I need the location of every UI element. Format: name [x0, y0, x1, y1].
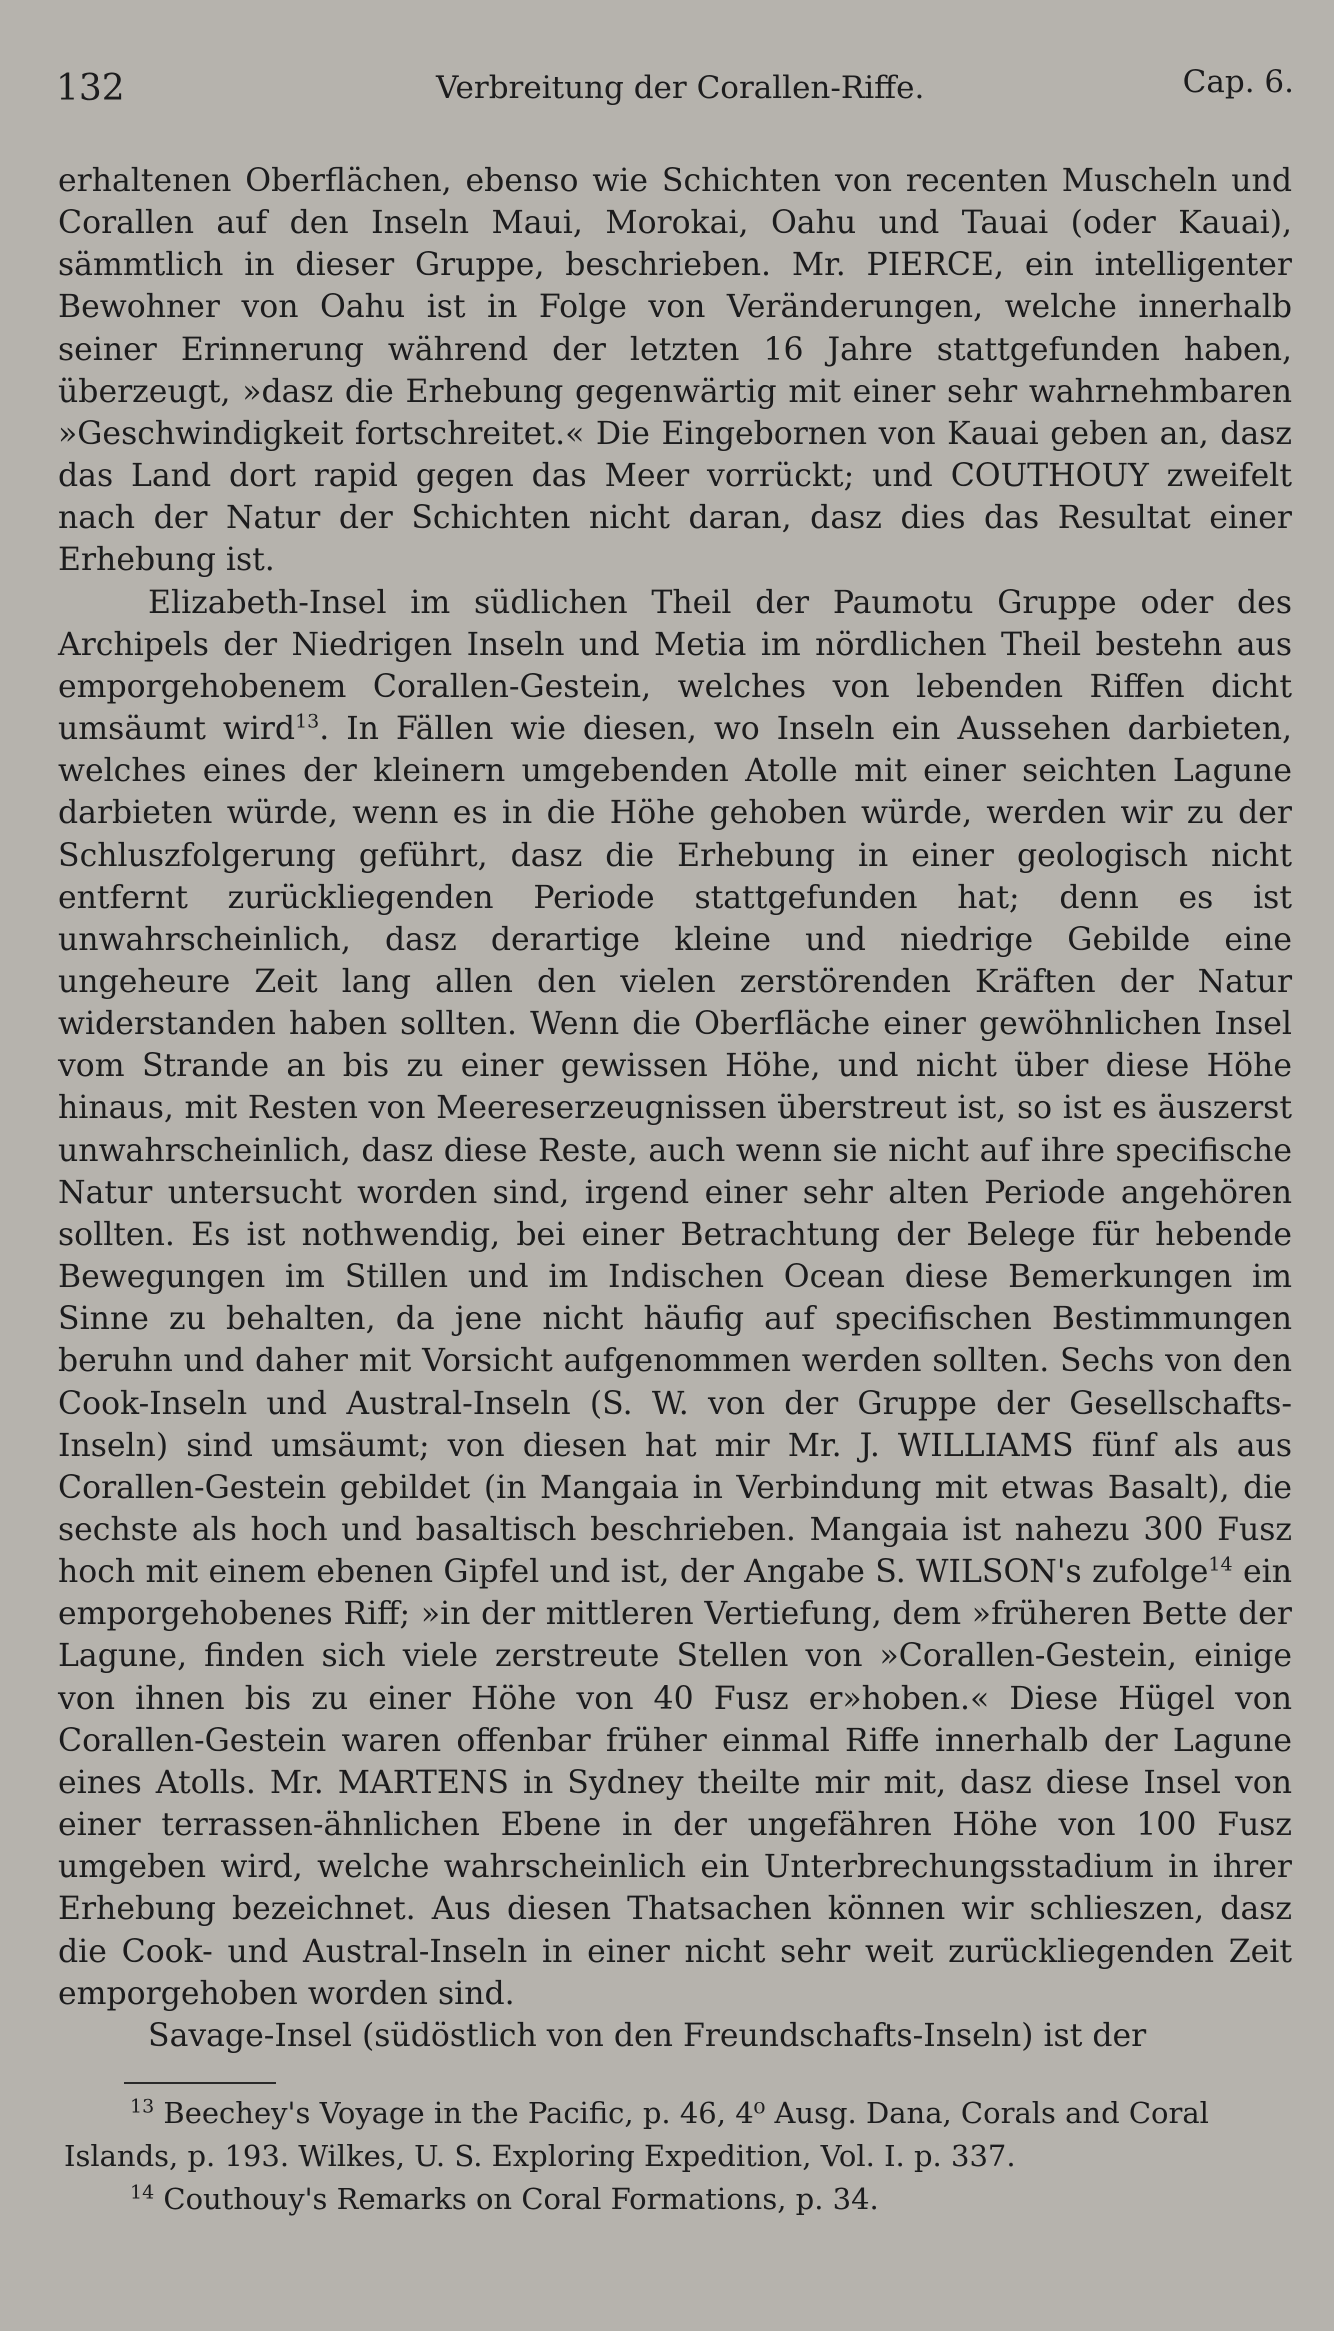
- footnote-ref: 14: [1208, 1553, 1233, 1576]
- footnote: [64, 2178, 1292, 2221]
- footnote-number: 13: [130, 2095, 155, 2118]
- chapter-label: Cap. 6.: [1182, 64, 1294, 100]
- paragraph: erhaltenen Oberflächen, ebenso wie Schichten von recenten Muscheln und Corallen auf den Inseln Maui, Morokai, Oahu und Tauai (oder Kauai), sämmtlich in dieser Gruppe, beschrieben. Mr. PIERCE, ein intelligenter Bewohner von Oahu ist in Folge von Veränderungen, welche innerhalb seiner Erinnerung während der letzten 16 Jahre stattgefunden haben, überzeugt, »dasz die Erhebung gegenwärtig mit einer sehr wahrnehmbaren »Geschwindigkeit fortschreitet.« Die Eingebornen von Kauai geben an, dasz das Land dort rapid gegen das Meer vorrückt; und COUTHOUY zweifelt nach der Natur der Schichten nicht daran, dasz dies das Resultat einer Erhebung ist.: [58, 163, 1292, 579]
- paragraph-text: . In Fällen wie diesen, wo Inseln ein Aussehen darbieten, welches eines der kleinern umgebenden Atolle mit einer seichten Lagune darbieten würde, wenn es in die Höhe gehoben würde, werden wir zu der Schluszfolgerung geführt, dasz die Erhebung in einer geologisch nicht entfernt zurückliegenden Periode stattgefunden hat; denn es ist unwahrscheinlich, dasz derartige kleine und niedrige Gebilde eine ungeheure Zeit lang allen den vielen zerstörenden Kräften der Natur widerstanden haben sollten. Wenn die Oberfläche einer gewöhnlichen Insel vom Strande an bis zu einer gewissen Höhe, und nicht über diese Höhe hinaus, mit Resten von Meereserzeugnissen überstreut ist, so ist es äuszerst unwahrscheinlich, dasz diese Reste, auch wenn sie nicht auf ihre specifische Natur untersucht worden sind, irgend einer sehr alten Periode angehören sollten. Es ist nothwendig, bei einer Betrachtung der Belege für hebende Bewegungen im Stillen und im Indischen Ocean diese Bemerkungen im Sinne zu behalten, da jene nicht häufig auf specifischen Bestimmungen beruhn und daher mit Vorsicht aufgenommen werden sollten. Sechs von den Cook-Inseln und Austral-Inseln (S. W. von der Gruppe der Gesellschafts-Inseln) sind umsäumt; von diesen hat mir Mr. J. WILLIAMS fünf als aus Corallen-Gestein gebildet (in Mangaia in Verbindung mit etwas Basalt), die sechste als hoch und basaltisch beschrieben. Mangaia ist nahezu 300 Fusz hoch mit einem ebenen Gipfel und ist, der Angabe S. WILSON's zufolge: [58, 711, 1292, 1591]
- running-title: Verbreitung der Corallen-Riffe.: [436, 70, 925, 106]
- footnote-number: 14: [130, 2181, 155, 2204]
- footnote-text: Couthouy's Remarks on Coral Formations, p. 34.: [163, 2182, 879, 2216]
- paragraph: Savage-Insel (südöstlich von den Freundschafts-Inseln) ist der: [148, 2017, 1147, 2054]
- body-text: [58, 160, 1292, 2057]
- paragraph-text: ein emporgehobenes Riff; »in der mittleren Vertiefung, dem »früheren Bette der Lagune, finden sich viele zerstreute Stellen von »Corallen-Gestein, einige von ihnen bis zu einer Höhe von 40 Fusz er»hoben.« Diese Hügel von Corallen-Gestein waren offenbar früher einmal Riffe innerhalb der Lagune eines Atolls. Mr. MARTENS in Sydney theilte mir mit, dasz diese Insel von einer terrassen-ähnlichen Ebene in der ungefähren Höhe von 100 Fusz umgeben wird, welche wahrscheinlich ein Unterbrechungsstadium in ihrer Erhebung bezeichnet. Aus diesen Thatsachen können wir schlieszen, dasz die Cook- und Austral-Inseln in einer nicht sehr weit zurückliegenden Zeit emporgehoben worden sind.: [58, 1554, 1292, 2012]
- footnotes: [64, 2092, 1292, 2221]
- page-number: 132: [56, 68, 125, 109]
- page-header: [56, 62, 1294, 122]
- footnote-ref: 13: [295, 710, 320, 733]
- footnote-divider: [124, 2082, 276, 2084]
- paragraph-text: Elizabeth-Insel im südlichen Theil der Paumotu Gruppe oder des Archipels der Niedrigen Inseln und Metia im nördlichen Theil bestehn aus emporgehobenem Corallen-Gestein, welches von lebenden Riffen dicht umsäumt wird: [58, 584, 1292, 748]
- footnote: [64, 2092, 1292, 2178]
- footnote-text: Beechey's Voyage in the Pacific, p. 46, 4⁰ Ausg. Dana, Corals and Coral Islands, p. 193. Wilkes, U. S. Exploring Expedition, Vol. I. p. 337.: [64, 2096, 1209, 2173]
- paragraph: [58, 582, 1292, 2015]
